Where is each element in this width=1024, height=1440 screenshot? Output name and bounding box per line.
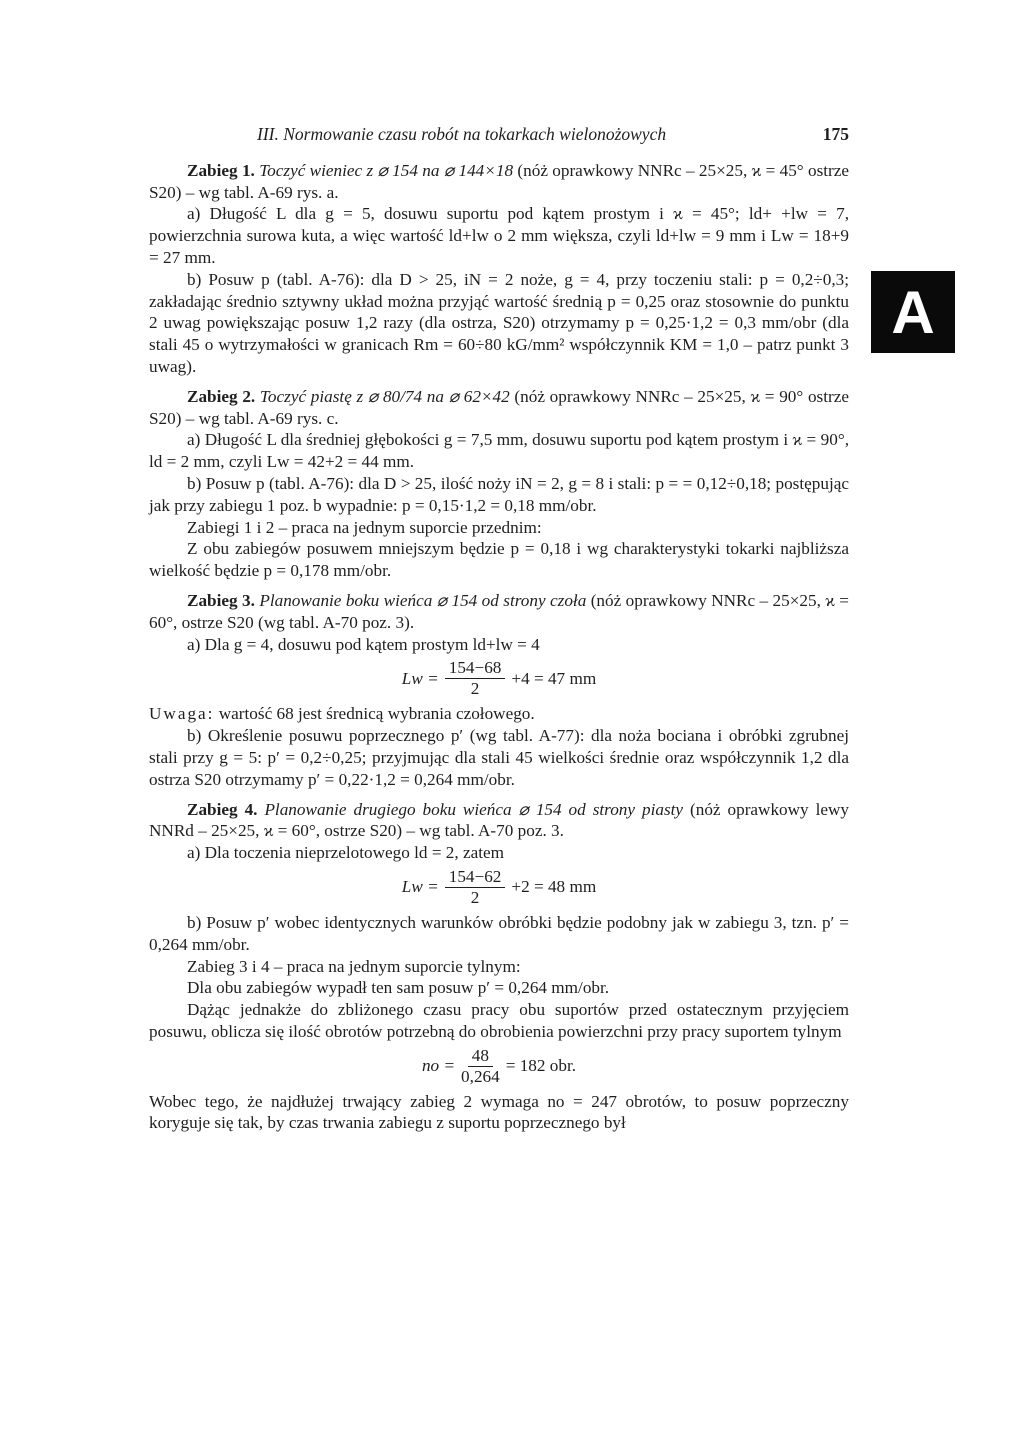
zabieg-3-note: Uwaga: wartość 68 jest średnicą wybrania czołowego. [149, 704, 535, 724]
formula-1 [149, 658, 849, 699]
formula-3-numerator: 48 [468, 1046, 493, 1067]
formula-2-numerator: 154−62 [445, 867, 506, 888]
formula-3-lhs: no = [421, 1056, 456, 1076]
zabieg-3-4-line: Zabieg 3 i 4 – praca na jednym suporcie tylnym: [187, 956, 521, 976]
zabieg-1-a: a) Długość L dla g = 5, dosuwu suportu pod kątem prostym i ϰ = 45°; ld+ +lw = 7, powierzchnia surowa kuta, a więc wartość ld+lw o 2 mm większa, czyli ld+lw = 9 mm i Lw = 18+9 = 27 mm. [149, 204, 849, 267]
zabieg-4-heading: Zabieg 4. Planowanie drugiego boku wieńca ⌀ 154 od strony piasty (nóż oprawkowy lewy NNRd – 25×25, ϰ = 60°, ostrze S20) – wg tabl. A-70 poz. 3. [149, 799, 850, 841]
zabieg-2-b: b) Posuw p (tabl. A-76): dla D > 25, ilość noży iN = 2, g = 8 i stali: p = = 0,12÷0,18; postępując jak przy zabiegu 1 poz. b wypadnie: p = 0,15·1,2 = 0,18 mm/obr. [149, 473, 849, 515]
formula-2-rhs: +2 = 48 mm [511, 877, 597, 897]
zabieg-3-4-posuw: Dla obu zabiegów wypadł ten sam posuw p′ = 0,264 mm/obr. [187, 978, 610, 998]
zabieg-4-b: b) Posuw p′ wobec identycznych warunków obróbki będzie podobny jak w zabiegu 3, tzn. p′ = 0,264 mm/obr. [149, 912, 849, 954]
formula-2-fraction [445, 867, 506, 908]
zabieg-2-heading: Zabieg 2. Toczyć piastę z ⌀ 80/74 na ⌀ 62×42 (nóż oprawkowy NNRc – 25×25, ϰ = 90° ostrze S20) – wg tabl. A-69 rys. c. [149, 386, 849, 428]
formula-1-lhs: Lw = [401, 668, 439, 688]
zabiegi-1-2-line: Zabiegi 1 i 2 – praca na jednym suporcie przednim: [187, 517, 542, 537]
formula-2 [149, 867, 849, 908]
zabieg-4-a: a) Dla toczenia nieprzelotowego ld = 2, zatem [187, 843, 505, 863]
formula-3-fraction [461, 1046, 500, 1087]
formula-1-fraction [445, 658, 506, 699]
section-tab-marker [871, 271, 955, 353]
zabieg-1-b: b) Posuw p (tabl. A-76): dla D > 25, iN = 2 noże, g = 4, przy toczeniu stali: p = 0,2÷0,3; zakładając średnio sztywny układ można przyjąć wartość średnią p = 0,25 oraz stosownie do punktu 2 uwag powiększając posuw 1,2 razy (dla ostrza, S20) otrzymamy p = 0,25·1,2 = 0,3 mm/obr (dla stali 45 o wytrzymałości w granicach Rm = 60÷80 kG/mm² współczynnik KM = 1,0 – patrz punkt 3 uwag). [149, 269, 849, 376]
running-title: III. Normowanie czasu robót na tokarkach wielonożowych [257, 124, 667, 144]
formula-3-denominator: 0,264 [461, 1066, 500, 1086]
zabieg-3-4-text: Dążąc jednakże do zbliżonego czasu pracy obu suportów przed ostatecznym przyjęciem posuwu, oblicza się ilość obrotów potrzebną do obrobienia powierzchni przy pracy suportem tylnym [149, 1000, 849, 1041]
section-tab-letter: A [891, 278, 935, 346]
zabieg-2-a: a) Długość L dla średniej głębokości g = 7,5 mm, dosuwu suportu pod kątem prostym i ϰ = 90°, ld = 2 mm, czyli Lw = 42+2 = 44 mm. [149, 430, 849, 472]
formula-2-lhs: Lw = [401, 877, 439, 897]
zabieg-3-heading: Zabieg 3. Planowanie boku wieńca ⌀ 154 od strony czoła (nóż oprawkowy NNRc – 25×25, ϰ = 60°, ostrze S20 (wg tabl. A-70 poz. 3). [149, 590, 850, 632]
formula-2-denominator: 2 [470, 887, 480, 907]
zabiegi-1-2-text: Z obu zabiegów posuwem mniejszym będzie p = 0,18 i wg charakterystyki tokarki najbliższa wielkość będzie p = 0,178 mm/obr. [149, 539, 849, 581]
zabieg-3-a: a) Dla g = 4, dosuwu pod kątem prostym ld+lw = 4 [187, 634, 540, 654]
running-header [149, 124, 849, 146]
final-paragraph: Wobec tego, że najdłużej trwający zabieg 2 wymaga no = 247 obrotów, to posuw poprzeczny koryguje się tak, by czas trwania zabiegu z suportu poprzecznego był [149, 1091, 849, 1133]
formula-3-rhs: = 182 obr. [505, 1056, 577, 1076]
formula-1-numerator: 154−68 [445, 658, 506, 679]
zabieg-1-heading: Zabieg 1. Toczyć wieniec z ⌀ 154 na ⌀ 144×18 (nóż oprawkowy NNRc – 25×25, ϰ = 45° ostrze S20) – wg tabl. A-69 rys. a. [149, 160, 850, 202]
zabieg-3-b: b) Określenie posuwu poprzecznego p′ (wg tabl. A-77): dla noża bociana i obróbki zgrubnej stali przy g = 5: p′ = 0,2÷0,25; przyjmując dla stali 45 wielkości średnie oraz współczynnik 1,2 dla ostrza S20 otrzymamy p′ = 0,22·1,2 = 0,264 mm/obr. [149, 726, 849, 789]
page-number: 175 [822, 124, 849, 144]
formula-1-rhs: +4 = 47 mm [511, 668, 597, 688]
formula-3 [149, 1046, 849, 1087]
formula-1-denominator: 2 [470, 679, 480, 699]
page-content [149, 124, 849, 1134]
